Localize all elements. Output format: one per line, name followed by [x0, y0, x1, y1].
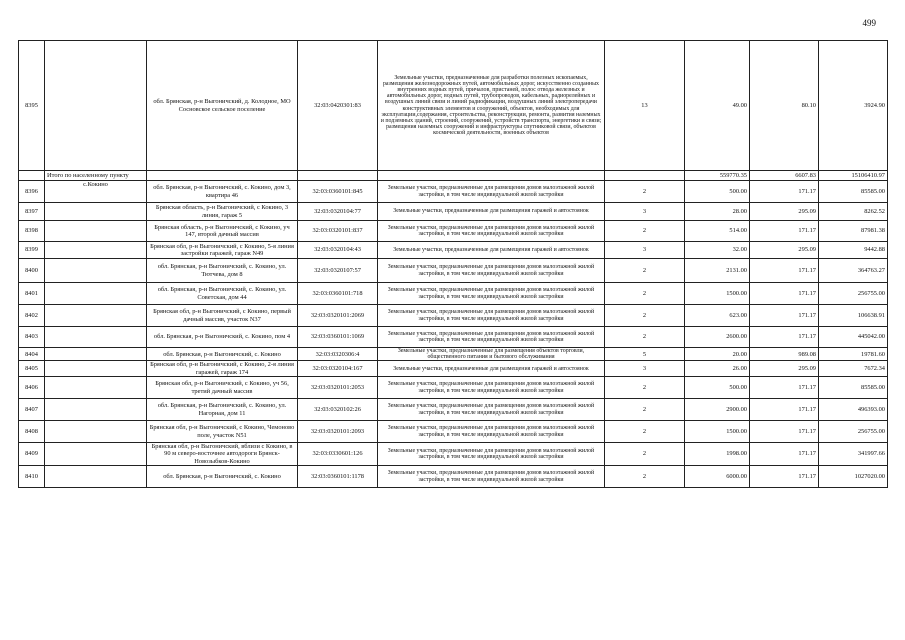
table-row	[19, 221, 888, 242]
land-use-cell: Земельные участки, предназначенные для размещения домов малоэтажной жилой застройки, в том числе индивидуальной жилой застройки	[378, 181, 605, 203]
zone-cell: 5	[605, 348, 685, 361]
blank-cell	[45, 203, 147, 221]
cadastral-value-cell: 3924.90	[819, 41, 888, 171]
cadastral-number-cell: 32:03:0320101:2069	[298, 305, 378, 327]
row-number: 8404	[19, 348, 45, 361]
rate-cell: 171.17	[750, 327, 819, 348]
rate-cell: 171.17	[750, 181, 819, 203]
land-registry-table	[18, 40, 888, 488]
area-cell: 26.00	[685, 361, 750, 377]
cadastral-value-cell: 341997.66	[819, 443, 888, 466]
blank-cell	[45, 242, 147, 259]
cadastral-value-cell: 9442.88	[819, 242, 888, 259]
settlement-cell: с.Кокино	[45, 181, 147, 203]
address-cell: обл. Брянская, р-н Выгоничский, с. Кокино, дом 3, квартира 46	[147, 181, 298, 203]
blank-cell	[45, 466, 147, 488]
cadastral-number-cell: 32:03:0360101:1069	[298, 327, 378, 348]
land-use-cell: Земельные участки, предназначенные для размещения домов малоэтажной жилой застройки, в том числе индивидуальной жилой застройки	[378, 443, 605, 466]
zone-cell: 2	[605, 443, 685, 466]
area-cell: 2131.00	[685, 259, 750, 283]
area-cell: 514.00	[685, 221, 750, 242]
zone-cell: 2	[605, 221, 685, 242]
land-use-cell: Земельные участки, предназначенные для размещения домов малоэтажной жилой застройки, в том числе индивидуальной жилой застройки	[378, 399, 605, 421]
table-row	[19, 41, 888, 171]
blank-cell	[45, 259, 147, 283]
rate-cell: 171.17	[750, 283, 819, 305]
cadastral-value-cell: 85585.00	[819, 181, 888, 203]
table-row	[19, 377, 888, 399]
cadastral-value-cell: 256755.00	[819, 421, 888, 443]
zone-cell: 2	[605, 399, 685, 421]
cadastral-value-cell: 8262.52	[819, 203, 888, 221]
zone-cell: 3	[605, 242, 685, 259]
cadastral-number-cell: 32:03:0320107:57	[298, 259, 378, 283]
total-value: 15106410.97	[819, 171, 888, 181]
total-label: Итого по населенному пункту	[45, 171, 147, 181]
blank-cell	[45, 305, 147, 327]
cadastral-number-cell: 32:03:0320306:4	[298, 348, 378, 361]
cadastral-value-cell: 364763.27	[819, 259, 888, 283]
row-number: 8405	[19, 361, 45, 377]
land-use-cell: Земельные участки, предназначенные для размещения гаражей и автостоянок	[378, 203, 605, 221]
table-row	[19, 259, 888, 283]
zone-cell: 13	[605, 41, 685, 171]
zone-cell: 2	[605, 421, 685, 443]
area-cell: 6000.00	[685, 466, 750, 488]
blank-cell	[45, 361, 147, 377]
address-cell: Брянская область, р-н Выгоничский, с Кокино, уч 147, второй дачный массив	[147, 221, 298, 242]
blank-cell	[378, 171, 605, 181]
land-use-cell: Земельные участки, предназначенные для разработки полезных ископаемых, размещения железнодорожных путей, автомобильных дорог, искусственно созданных внутренних водных путей, причалов, пристаней, полос отвода железных и автомобильных дорог, водных путей, трубопроводов, кабельных, радиорелейных и воздушных линий связи и линий радиофикации, воздушных линий электропередачи конструктивных элементов и сооружений, объектов, необходимых для эксплуатации,содержания, строительства, реконструкции, ремонта, развития наземных и подземных зданий, строений, сооружений, устройств транспорта, энергетики и связи; размещения наземных сооружений и инфраструктуры спутниковой связи, объектов космической деятельности, военных объектов	[378, 41, 605, 171]
blank-cell	[45, 221, 147, 242]
row-number: 8409	[19, 443, 45, 466]
land-use-cell: Земельные участки, предназначенные для размещения домов малоэтажной жилой застройки, в том числе индивидуальной жилой застройки	[378, 221, 605, 242]
rate-cell: 295.09	[750, 361, 819, 377]
cadastral-value-cell: 7672.34	[819, 361, 888, 377]
zone-cell: 2	[605, 259, 685, 283]
rate-cell: 171.17	[750, 305, 819, 327]
cadastral-number-cell: 32:03:0360101:1178	[298, 466, 378, 488]
address-cell: обл. Брянская, р-н Выгоничский, с. Кокино, ул. Советская, дом 44	[147, 283, 298, 305]
table-row	[19, 361, 888, 377]
area-cell: 1500.00	[685, 283, 750, 305]
row-number: 8400	[19, 259, 45, 283]
zone-cell: 3	[605, 203, 685, 221]
blank-cell	[45, 41, 147, 171]
table-row	[19, 443, 888, 466]
address-cell: Брянская область, р-н Выгоничский, с Кокино, 3 линия, гараж 5	[147, 203, 298, 221]
area-cell: 500.00	[685, 181, 750, 203]
page-number: 499	[862, 18, 876, 28]
land-use-cell: Земельные участки, предназначенные для размещения домов малоэтажной жилой застройки, в том числе индивидуальной жилой застройки	[378, 259, 605, 283]
cadastral-number-cell: 32:03:0320104:77	[298, 203, 378, 221]
area-cell: 32.00	[685, 242, 750, 259]
row-number: 8396	[19, 181, 45, 203]
blank-cell	[19, 171, 45, 181]
address-cell: обл. Брянская, р-н Выгоничский, с. Кокино	[147, 466, 298, 488]
address-cell: обл. Брянская, р-н Выгоничский, с. Кокино, ул. Нагорная, дом 11	[147, 399, 298, 421]
table-row	[19, 399, 888, 421]
area-cell: 2600.00	[685, 327, 750, 348]
row-number: 8402	[19, 305, 45, 327]
cadastral-number-cell: 32:03:0320101:2053	[298, 377, 378, 399]
table-row	[19, 283, 888, 305]
land-use-cell: Земельные участки, предназначенные для размещения объектов торговли, общественного питания и бытового обслуживания	[378, 348, 605, 361]
cadastral-value-cell: 445042.00	[819, 327, 888, 348]
rate-cell: 989.08	[750, 348, 819, 361]
address-cell: обл. Брянская, р-н Выгоничский, с. Кокино	[147, 348, 298, 361]
address-cell: Брянская обл, р-н Выгоничский, с Кокино, 2-я линия гаражей, гараж 174	[147, 361, 298, 377]
row-number: 8407	[19, 399, 45, 421]
area-cell: 28.00	[685, 203, 750, 221]
land-use-cell: Земельные участки, предназначенные для размещения домов малоэтажной жилой застройки, в том числе индивидуальной жилой застройки	[378, 466, 605, 488]
blank-cell	[45, 421, 147, 443]
blank-cell	[45, 377, 147, 399]
row-number: 8401	[19, 283, 45, 305]
blank-cell	[298, 171, 378, 181]
rate-cell: 171.17	[750, 443, 819, 466]
cadastral-number-cell: 32:03:0320104:43	[298, 242, 378, 259]
cadastral-value-cell: 19781.60	[819, 348, 888, 361]
row-number: 8403	[19, 327, 45, 348]
blank-cell	[45, 283, 147, 305]
cadastral-number-cell: 32:03:0320101:837	[298, 221, 378, 242]
area-cell: 1998.00	[685, 443, 750, 466]
total-row	[19, 171, 888, 181]
area-cell: 1500.00	[685, 421, 750, 443]
cadastral-value-cell: 106638.91	[819, 305, 888, 327]
cadastral-number-cell: 32:03:0320104:167	[298, 361, 378, 377]
rate-cell: 80.10	[750, 41, 819, 171]
address-cell: Брянская обл, р-н Выгоничский, с Кокино, уч 56, третий дачный массив	[147, 377, 298, 399]
total-area: 559770.35	[685, 171, 750, 181]
blank-cell	[45, 348, 147, 361]
rate-cell: 171.17	[750, 377, 819, 399]
total-rate: 6607.83	[750, 171, 819, 181]
table-row	[19, 242, 888, 259]
address-cell: обл. Брянская, р-н Выгоничский, с. Кокино, ул. Тютчева, дом 8	[147, 259, 298, 283]
rate-cell: 171.17	[750, 221, 819, 242]
area-cell: 20.00	[685, 348, 750, 361]
land-use-cell: Земельные участки, предназначенные для размещения гаражей и автостоянок	[378, 361, 605, 377]
row-number: 8398	[19, 221, 45, 242]
address-cell: Брянская обл, р-н Выгоничский, с Кокино, Чемоново поле, участок N51	[147, 421, 298, 443]
blank-cell	[45, 327, 147, 348]
rate-cell: 171.17	[750, 399, 819, 421]
table-row	[19, 466, 888, 488]
rate-cell: 295.09	[750, 203, 819, 221]
row-number: 8397	[19, 203, 45, 221]
cadastral-number-cell: 32:03:0320102:26	[298, 399, 378, 421]
area-cell: 500.00	[685, 377, 750, 399]
address-cell: Брянская обл, р-н Выгоничский, с Кокино, 5-я линия застройки гаражей, гараж N49	[147, 242, 298, 259]
address-cell: обл. Брянская, р-н Выгоничский, с. Кокино, пом 4	[147, 327, 298, 348]
address-cell: Брянская обл, р-н Выгоничский, вблизи с Кокино, в 90 м северо-восточнее автодороги Брянск-Новозыбков-Кокино	[147, 443, 298, 466]
row-number: 8406	[19, 377, 45, 399]
table-row	[19, 348, 888, 361]
cadastral-value-cell: 1027020.00	[819, 466, 888, 488]
zone-cell: 2	[605, 305, 685, 327]
blank-cell	[45, 399, 147, 421]
cadastral-number-cell: 32:03:0420301:83	[298, 41, 378, 171]
land-use-cell: Земельные участки, предназначенные для размещения домов малоэтажной жилой застройки, в том числе индивидуальной жилой застройки	[378, 421, 605, 443]
table-row	[19, 181, 888, 203]
cadastral-value-cell: 256755.00	[819, 283, 888, 305]
zone-cell: 3	[605, 361, 685, 377]
zone-cell: 2	[605, 181, 685, 203]
row-number: 8408	[19, 421, 45, 443]
rate-cell: 171.17	[750, 259, 819, 283]
land-use-cell: Земельные участки, предназначенные для размещения домов малоэтажной жилой застройки, в том числе индивидуальной жилой застройки	[378, 305, 605, 327]
rate-cell: 295.09	[750, 242, 819, 259]
blank-cell	[147, 171, 298, 181]
table-row	[19, 421, 888, 443]
address-cell: обл. Брянская, р-н Выгоничский, д. Колодное, МО Сосновское сельское поселение	[147, 41, 298, 171]
rate-cell: 171.17	[750, 466, 819, 488]
blank-cell	[605, 171, 685, 181]
row-number: 8410	[19, 466, 45, 488]
table-row	[19, 327, 888, 348]
land-use-cell: Земельные участки, предназначенные для размещения домов малоэтажной жилой застройки, в том числе индивидуальной жилой застройки	[378, 377, 605, 399]
row-number: 8399	[19, 242, 45, 259]
rate-cell: 171.17	[750, 421, 819, 443]
land-use-cell: Земельные участки, предназначенные для размещения гаражей и автостоянок	[378, 242, 605, 259]
zone-cell: 2	[605, 283, 685, 305]
area-cell: 2900.00	[685, 399, 750, 421]
cadastral-number-cell: 32:03:0360101:718	[298, 283, 378, 305]
zone-cell: 2	[605, 327, 685, 348]
land-use-cell: Земельные участки, предназначенные для размещения домов малоэтажной жилой застройки, в том числе индивидуальной жилой застройки	[378, 327, 605, 348]
row-number: 8395	[19, 41, 45, 171]
table-row	[19, 305, 888, 327]
cadastral-value-cell: 85585.00	[819, 377, 888, 399]
cadastral-number-cell: 32:03:0320101:2093	[298, 421, 378, 443]
cadastral-number-cell: 32:03:0330601:126	[298, 443, 378, 466]
zone-cell: 2	[605, 377, 685, 399]
address-cell: Брянская обл, р-н Выгоничский, с Кокино, первый дачный массив, участок N37	[147, 305, 298, 327]
cadastral-value-cell: 87981.38	[819, 221, 888, 242]
table-row	[19, 203, 888, 221]
land-use-cell: Земельные участки, предназначенные для размещения домов малоэтажной жилой застройки, в том числе индивидуальной жилой застройки	[378, 283, 605, 305]
cadastral-value-cell: 496393.00	[819, 399, 888, 421]
area-cell: 49.00	[685, 41, 750, 171]
blank-cell	[45, 443, 147, 466]
cadastral-number-cell: 32:03:0360101:845	[298, 181, 378, 203]
zone-cell: 2	[605, 466, 685, 488]
area-cell: 623.00	[685, 305, 750, 327]
